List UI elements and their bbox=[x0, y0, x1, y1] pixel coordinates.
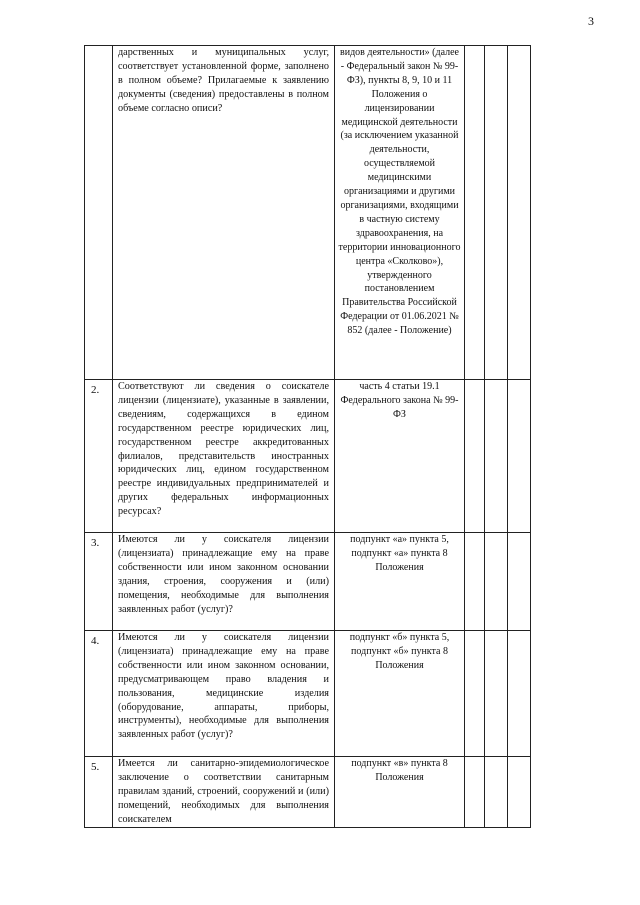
answer-cell-no[interactable] bbox=[485, 380, 508, 533]
question-text: Имеются ли у соискателя лицензии (лицензиата) принадлежащие ему на праве собственности или ином законном основании здания, строения, сооружения и (или) помещения, необходимые для выполнения заявленных работ (услуг)? bbox=[113, 533, 335, 631]
legal-requirement: подпункт «б» пункта 5, подпункт «б» пункта 8 Положения bbox=[335, 631, 465, 757]
answer-cell-not-applicable[interactable] bbox=[508, 533, 531, 631]
answer-cell-no[interactable] bbox=[485, 46, 508, 380]
answer-cell-no[interactable] bbox=[485, 757, 508, 828]
answer-cell-yes[interactable] bbox=[465, 46, 485, 380]
row-number: 3. bbox=[85, 533, 113, 631]
legal-requirement: видов деятельности» (далее - Федеральный закон № 99-ФЗ), пункты 8, 9, 10 и 11 Положения о лицензировании медицинской деятельности (за исключением указанной деятельности, осуществляемой медицинскими организациями и другими организациями, входящими в частную систему здравоохранения, на территории инновационного центра «Сколково»), утвержденного постановлением Правительства Российской Федерации от 01.06.2021 № 852 (далее - Положение) bbox=[335, 46, 465, 380]
question-text: Имеется ли санитарно-эпидемиологическое заключение о соответствии санитарным правилам зданий, строений, сооружений и (или) помещений, необходимых для выполнения соискателем bbox=[113, 757, 335, 828]
answer-cell-not-applicable[interactable] bbox=[508, 46, 531, 380]
row-number bbox=[85, 46, 113, 380]
table-row bbox=[85, 380, 531, 533]
answer-cell-not-applicable[interactable] bbox=[508, 631, 531, 757]
answer-cell-not-applicable[interactable] bbox=[508, 757, 531, 828]
checklist-table bbox=[84, 45, 531, 828]
page-number: 3 bbox=[588, 14, 594, 28]
row-number: 4. bbox=[85, 631, 113, 757]
answer-cell-no[interactable] bbox=[485, 533, 508, 631]
answer-cell-yes[interactable] bbox=[465, 631, 485, 757]
legal-requirement: подпункт «а» пункта 5, подпункт «а» пункта 8 Положения bbox=[335, 533, 465, 631]
question-text: Соответствуют ли сведения о соискателе лицензии (лицензиате), указанные в заявлении, сведениям, содержащихся в едином государственном реестре юридических лиц, государственном реестре аккредитованных филиалов, представительств иностранных юридических лиц, едином государственном реестре индивидуальных предпринимателей и других федеральных информационных ресурсах? bbox=[113, 380, 335, 533]
answer-cell-yes[interactable] bbox=[465, 533, 485, 631]
question-text: Имеются ли у соискателя лицензии (лицензиата) принадлежащие ему на праве собственности или ином законном основании, предусматривающем право владения и пользования, медицинские изделия (оборудование, аппараты, приборы, инструменты), необходимые для выполнения заявленных работ (услуг)? bbox=[113, 631, 335, 757]
table-row bbox=[85, 631, 531, 757]
table-row bbox=[85, 757, 531, 828]
table-row bbox=[85, 46, 531, 380]
row-number: 2. bbox=[85, 380, 113, 533]
answer-cell-yes[interactable] bbox=[465, 380, 485, 533]
table-row bbox=[85, 533, 531, 631]
answer-cell-yes[interactable] bbox=[465, 757, 485, 828]
legal-requirement: часть 4 статьи 19.1 Федерального закона № 99-ФЗ bbox=[335, 380, 465, 533]
question-text: дарственных и муниципальных услуг, соответствует установленной форме, заполнено в полном объеме? Прилагаемые к заявлению документы (сведения) предоставлены в полном объеме согласно описи? bbox=[113, 46, 335, 380]
answer-cell-no[interactable] bbox=[485, 631, 508, 757]
legal-requirement: подпункт «в» пункта 8 Положения bbox=[335, 757, 465, 828]
row-number: 5. bbox=[85, 757, 113, 828]
answer-cell-not-applicable[interactable] bbox=[508, 380, 531, 533]
